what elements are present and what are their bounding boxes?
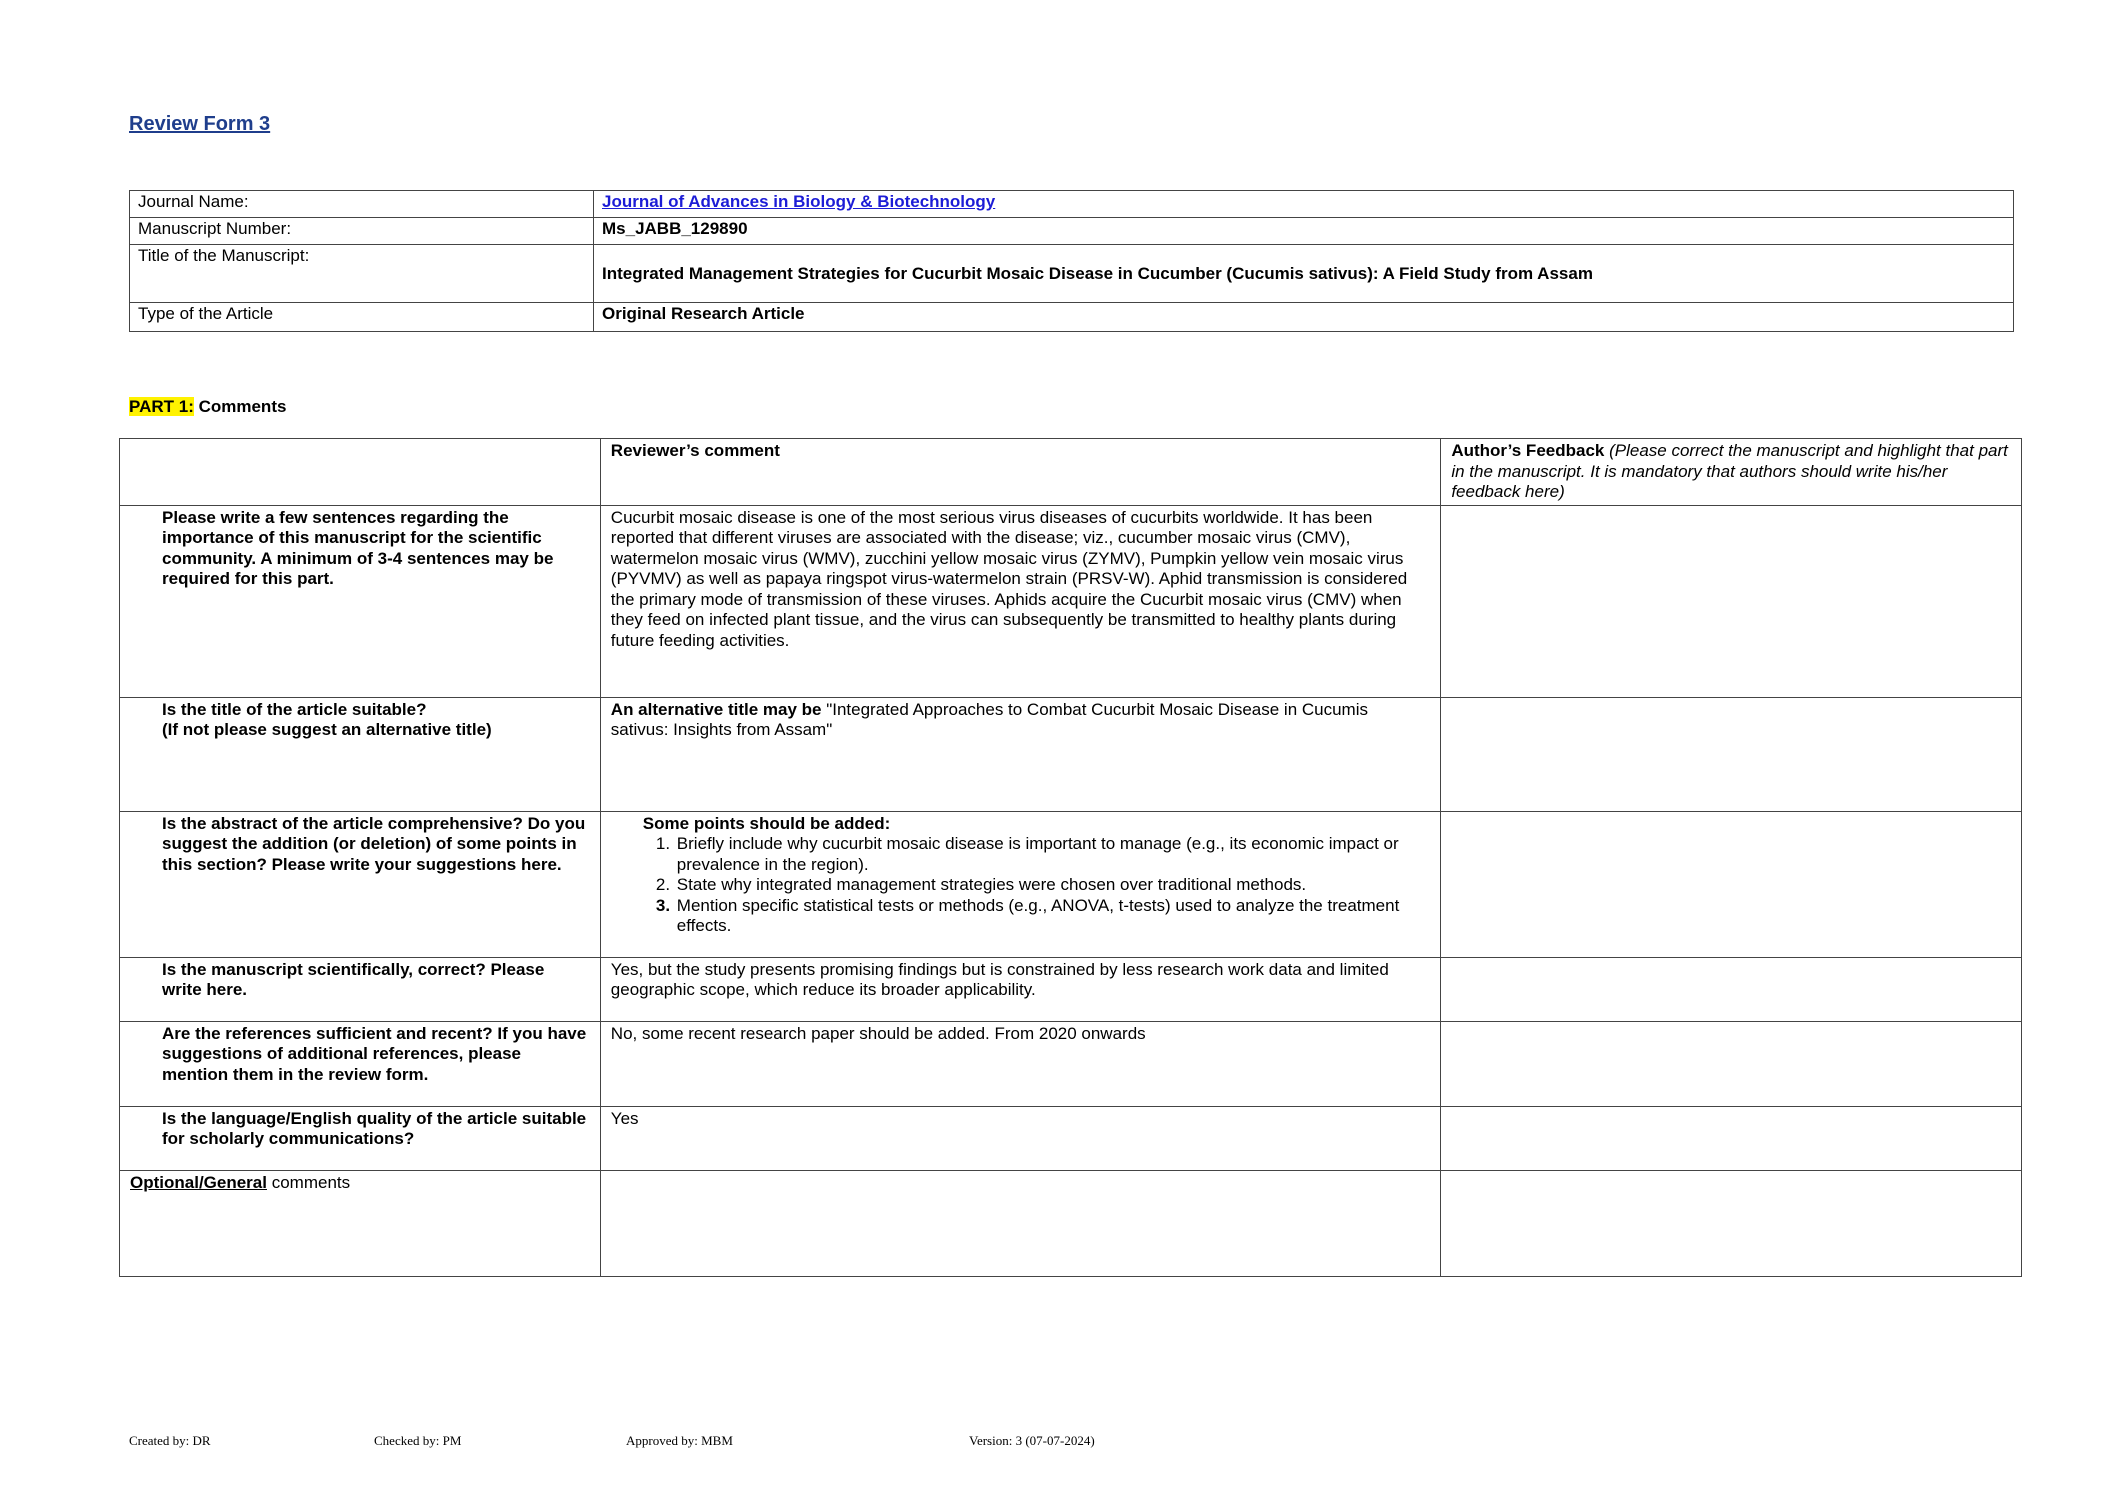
part-1-title: Comments — [193, 397, 287, 416]
question-title — [120, 697, 601, 811]
reviewer-comment-header: Reviewer’s comment — [600, 439, 1441, 506]
reviewer-comment-title — [600, 697, 1441, 811]
author-feedback-scientific[interactable] — [1441, 957, 2022, 1021]
reviewer-optional-comments[interactable] — [600, 1170, 1441, 1276]
optional-comments-text: comments — [266, 1172, 351, 1192]
manuscript-title-value: Integrated Management Strategies for Cucurbit Mosaic Disease in Cucumber (Cucumis sativus): A Field Study from Assam — [594, 245, 2014, 303]
manuscript-title-label: Title of the Manuscript: — [130, 245, 594, 303]
author-feedback-header — [1441, 439, 2022, 506]
question-scientific: Is the manuscript scientifically, correct? Please write here. — [120, 957, 601, 1021]
table-row — [130, 191, 2014, 218]
journal-value — [594, 191, 2014, 218]
list-item: 2. State why integrated management strategies were chosen over traditional methods. — [675, 875, 1431, 896]
reviewer-comment-importance: Cucurbit mosaic disease is one of the most serious virus diseases of cucurbits worldwide. It has been reported that different viruses are associated with the disease; viz., cucumber mosaic virus (CMV), watermelon mosaic virus (WMV), zucchini yellow mosaic virus (ZYMV), Pumpkin yellow vein mosaic virus (PYVMV) as well as papaya ringspot virus-watermelon strain (PRSV-W). Aphid transmission is considered the primary mode of transmission of these viruses. Aphids acquire the Cucurbit mosaic virus (CMV) when they feed on infected plant tissue, and the virus can subsequently be transmitted to healthy plants during future feeding activities. — [600, 505, 1441, 697]
footer-created-by: Created by: DR — [129, 1433, 211, 1448]
journal-label: Journal Name: — [130, 191, 594, 218]
part-1-heading — [129, 397, 286, 417]
alt-title-text: "Integrated Approaches to Combat Cucurbit Mosaic Disease in Cucumis sativus: Insights from Assam" — [610, 699, 1368, 739]
table-row — [120, 1106, 2022, 1170]
question-title-line2: (If not please suggest an alternative title) — [162, 720, 492, 739]
author-feedback-label: Author’s Feedback — [1451, 441, 1605, 460]
table-row — [120, 811, 2022, 957]
comments-table — [119, 438, 2022, 1277]
table-row — [120, 1021, 2022, 1106]
author-feedback-importance[interactable] — [1441, 505, 2022, 697]
author-feedback-language[interactable] — [1441, 1106, 2022, 1170]
author-feedback-references[interactable] — [1441, 1021, 2022, 1106]
manuscript-info-table — [129, 190, 2014, 332]
reviewer-comment-language: Yes — [600, 1106, 1441, 1170]
author-feedback-optional[interactable] — [1441, 1170, 2022, 1276]
question-language: Is the language/English quality of the article suitable for scholarly communications? — [120, 1106, 601, 1170]
footer-version: Version: 3 (07-07-2024) — [969, 1433, 1095, 1448]
optional-comments-label — [120, 1170, 601, 1276]
alt-title-label: An alternative title may be — [610, 699, 822, 719]
reviewer-comment-references: No, some recent research paper should be added. From 2020 onwards — [600, 1021, 1441, 1106]
table-header-row — [120, 439, 2022, 506]
table-row — [120, 505, 2022, 697]
table-row — [130, 303, 2014, 332]
author-feedback-title[interactable] — [1441, 697, 2022, 811]
form-title: Review Form 3 — [129, 113, 271, 135]
list-item: 3. Mention specific statistical tests or methods (e.g., ANOVA, t-tests) used to analyze the treatment effects. — [675, 896, 1431, 937]
table-row — [120, 697, 2022, 811]
footer-approved-by: Approved by: MBM — [626, 1433, 733, 1448]
article-type-value: Original Research Article — [594, 303, 2014, 332]
article-type-label: Type of the Article — [130, 303, 594, 332]
question-title-line1: Is the title of the article suitable? — [162, 699, 427, 719]
question-importance: Please write a few sentences regarding the importance of this manuscript for the scientific community. A minimum of 3-4 sentences may be required for this part. — [120, 505, 601, 697]
table-row — [130, 245, 2014, 303]
manuscript-number-value: Ms_JABB_129890 — [594, 218, 2014, 245]
points-heading: Some points should be added: — [642, 813, 891, 833]
author-feedback-instructions: (Please correct the manuscript and highlight that part in the manuscript. It is mandatory that authors should write his/her feedback here) — [1451, 441, 2008, 501]
reviewer-comment-scientific: Yes, but the study presents promising findings but is constrained by less research work data and limited geographic scope, which reduce its broader applicability. — [600, 957, 1441, 1021]
footer-checked-by: Checked by: PM — [374, 1433, 462, 1448]
reviewer-comment-abstract — [600, 811, 1441, 957]
manuscript-number-label: Manuscript Number: — [130, 218, 594, 245]
author-feedback-abstract[interactable] — [1441, 811, 2022, 957]
table-row — [120, 1170, 2022, 1276]
optional-general-label: Optional/General — [130, 1172, 267, 1192]
part-1-label: PART 1: — [129, 397, 194, 416]
list-item: 1. Briefly include why cucurbit mosaic disease is important to manage (e.g., its economic impact or prevalence in the region). — [675, 834, 1431, 875]
table-row — [120, 957, 2022, 1021]
question-abstract: Is the abstract of the article comprehensive? Do you suggest the addition (or deletion) of some points in this section? Please write your suggestions here. — [120, 811, 601, 957]
table-row — [130, 218, 2014, 245]
journal-link[interactable]: Journal of Advances in Biology & Biotechnology — [602, 192, 996, 211]
question-references: Are the references sufficient and recent? If you have suggestions of additional references, please mention them in the review form. — [120, 1021, 601, 1106]
points-list — [611, 834, 1431, 937]
header-empty-cell — [120, 439, 601, 506]
